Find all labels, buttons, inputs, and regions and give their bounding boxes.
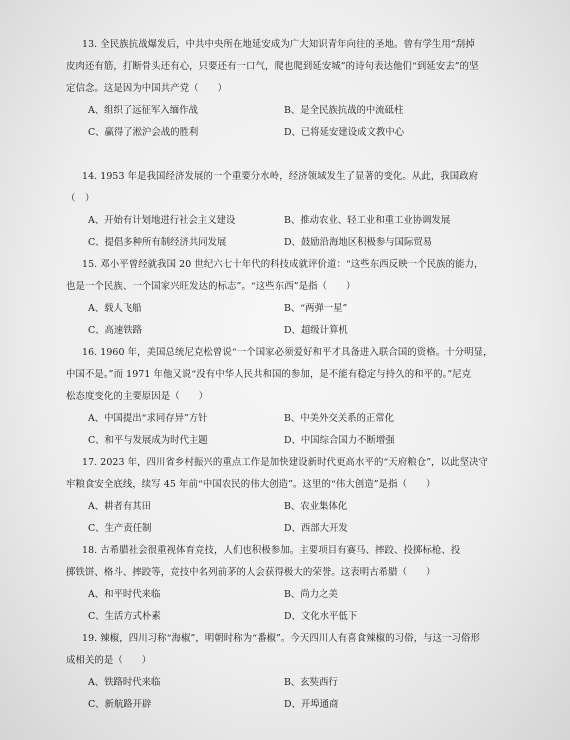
option-b: B、中美外交关系的正常化: [284, 413, 395, 424]
option-b: B、农业集体化: [284, 501, 348, 512]
option-a: A、和平时代来临: [88, 589, 161, 600]
question-17: [66, 452, 516, 540]
option-a: A、载人飞船: [88, 303, 142, 314]
options-row: [66, 122, 516, 144]
options-row: [66, 210, 516, 232]
question-stem: [66, 254, 516, 298]
option-d: D、已将延安建设成文教中心: [284, 127, 405, 138]
stem-line: 13. 全民族抗战爆发后，中共中央所在地延安成为广大知识青年向往的圣地。曾有学生用“刮掉: [82, 39, 475, 50]
options-row: [66, 518, 516, 540]
options-row: [66, 606, 516, 628]
option-a: A、中国提出“求同存异”方针: [88, 413, 208, 424]
option-c: C、提倡多种所有制经济共同发展: [88, 237, 227, 248]
option-c: C、赢得了淞沪会战的胜利: [88, 127, 199, 138]
stem-line: 14. 1953 年是我国经济发展的一个重要分水岭，经济领域发生了显著的变化。从此，我国政府: [82, 171, 479, 182]
option-c: C、新航路开辟: [88, 699, 152, 710]
option-a: A、开始有计划地进行社会主义建设: [88, 215, 236, 226]
option-d: D、超级计算机: [284, 325, 348, 336]
options-row: [66, 320, 516, 342]
stem-line: 掷铁饼、格斗、摔跤等，竞技中名列前茅的人会获得极大的荣誉。这表明古希腊（ ）: [66, 567, 436, 578]
option-c: C、和平与发展成为时代主题: [88, 435, 208, 446]
option-d: D、鼓励沿海地区积极参与国际贸易: [284, 237, 433, 248]
option-b: B、“两弹一星”: [284, 303, 348, 314]
stem-line: 19. 辣椒，四川习称“海椒”，明朝时称为“番椒”。今天四川人有喜食辣椒的习俗，与这一习俗形: [82, 633, 480, 644]
option-a: A、耕者有其田: [88, 501, 152, 512]
option-c: C、高速铁路: [88, 325, 143, 336]
question-18: [66, 540, 516, 628]
option-b: B、玄奘西行: [284, 677, 338, 688]
options-row: [66, 430, 516, 452]
stem-line: 中国不是。”而 1971 年他又说“没有中华人民共和国的参加，是不能有稳定与持久的和平的。”尼克: [66, 369, 472, 380]
question-stem: [66, 34, 516, 100]
stem-line: （ ）: [66, 193, 95, 204]
option-c: C、生活方式朴素: [88, 611, 161, 622]
option-b: B、尚力之美: [284, 589, 338, 600]
option-c: C、生产责任制: [88, 523, 152, 534]
options-row: [66, 232, 516, 254]
options-row: [66, 694, 516, 716]
options-row: [66, 584, 516, 606]
options-row: [66, 298, 516, 320]
question-19: [66, 628, 516, 716]
question-16: [66, 342, 516, 452]
options-row: [66, 672, 516, 694]
stem-line: 17. 2023 年，四川省乡村振兴的重点工作是加快建设新时代更高水平的“天府粮仓”，以此坚决守: [82, 457, 488, 468]
option-d: D、西部大开发: [284, 523, 348, 534]
stem-line: 成相关的是（ ）: [66, 655, 152, 666]
options-row: [66, 408, 516, 430]
option-d: D、开埠通商: [284, 699, 339, 710]
stem-line: 牢粮食安全底线，续写 45 年前“中国农民的伟大创造”。这里的“伟大创造”是指（ ）: [66, 479, 436, 490]
options-row: [66, 100, 516, 122]
option-b: B、是全民族抗战的中流砥柱: [284, 105, 404, 116]
question-stem: [66, 540, 516, 584]
option-a: A、组织了远征军入缅作战: [88, 105, 198, 116]
question-13: [66, 34, 516, 144]
option-d: D、文化水平低下: [284, 611, 358, 622]
stem-line: 松态度变化的主要原因是（ ）: [66, 391, 209, 402]
option-b: B、推动农业、轻工业和重工业协调发展: [284, 215, 451, 226]
stem-line: 18. 古希腊社会很重视体育竞技，人们也积极参加。主要项目有赛马、摔跤、投掷标枪、投: [82, 545, 461, 556]
question-stem: [66, 342, 516, 408]
stem-line: 16. 1960 年，美国总统尼克松曾说“一个国家必须爱好和平才具备进入联合国的资格。十分明显，: [82, 347, 493, 358]
question-14: [66, 166, 516, 254]
options-row: [66, 496, 516, 518]
question-15: [66, 254, 516, 342]
option-d: D、中国综合国力不断增强: [284, 435, 395, 446]
question-stem: [66, 628, 516, 672]
option-a: A、铁路时代来临: [88, 677, 161, 688]
stem-line: 15. 邓小平曾经就我国 20 世纪六七十年代的科技成就评价道：“这些东西反映一个民族的能力，: [82, 259, 484, 270]
stem-line: 皮肉还有筋，打断骨头还有心，只要还有一口气，爬也爬到延安城”的诗句表达他们“到延安去”的坚: [66, 61, 479, 72]
question-stem: [66, 452, 516, 496]
stem-line: 定信念。这是因为中国共产党（ ）: [66, 83, 228, 94]
question-stem: [66, 166, 516, 210]
stem-line: 也是一个民族、一个国家兴旺发达的标志”。“这些东西”是指（ ）: [66, 281, 356, 292]
